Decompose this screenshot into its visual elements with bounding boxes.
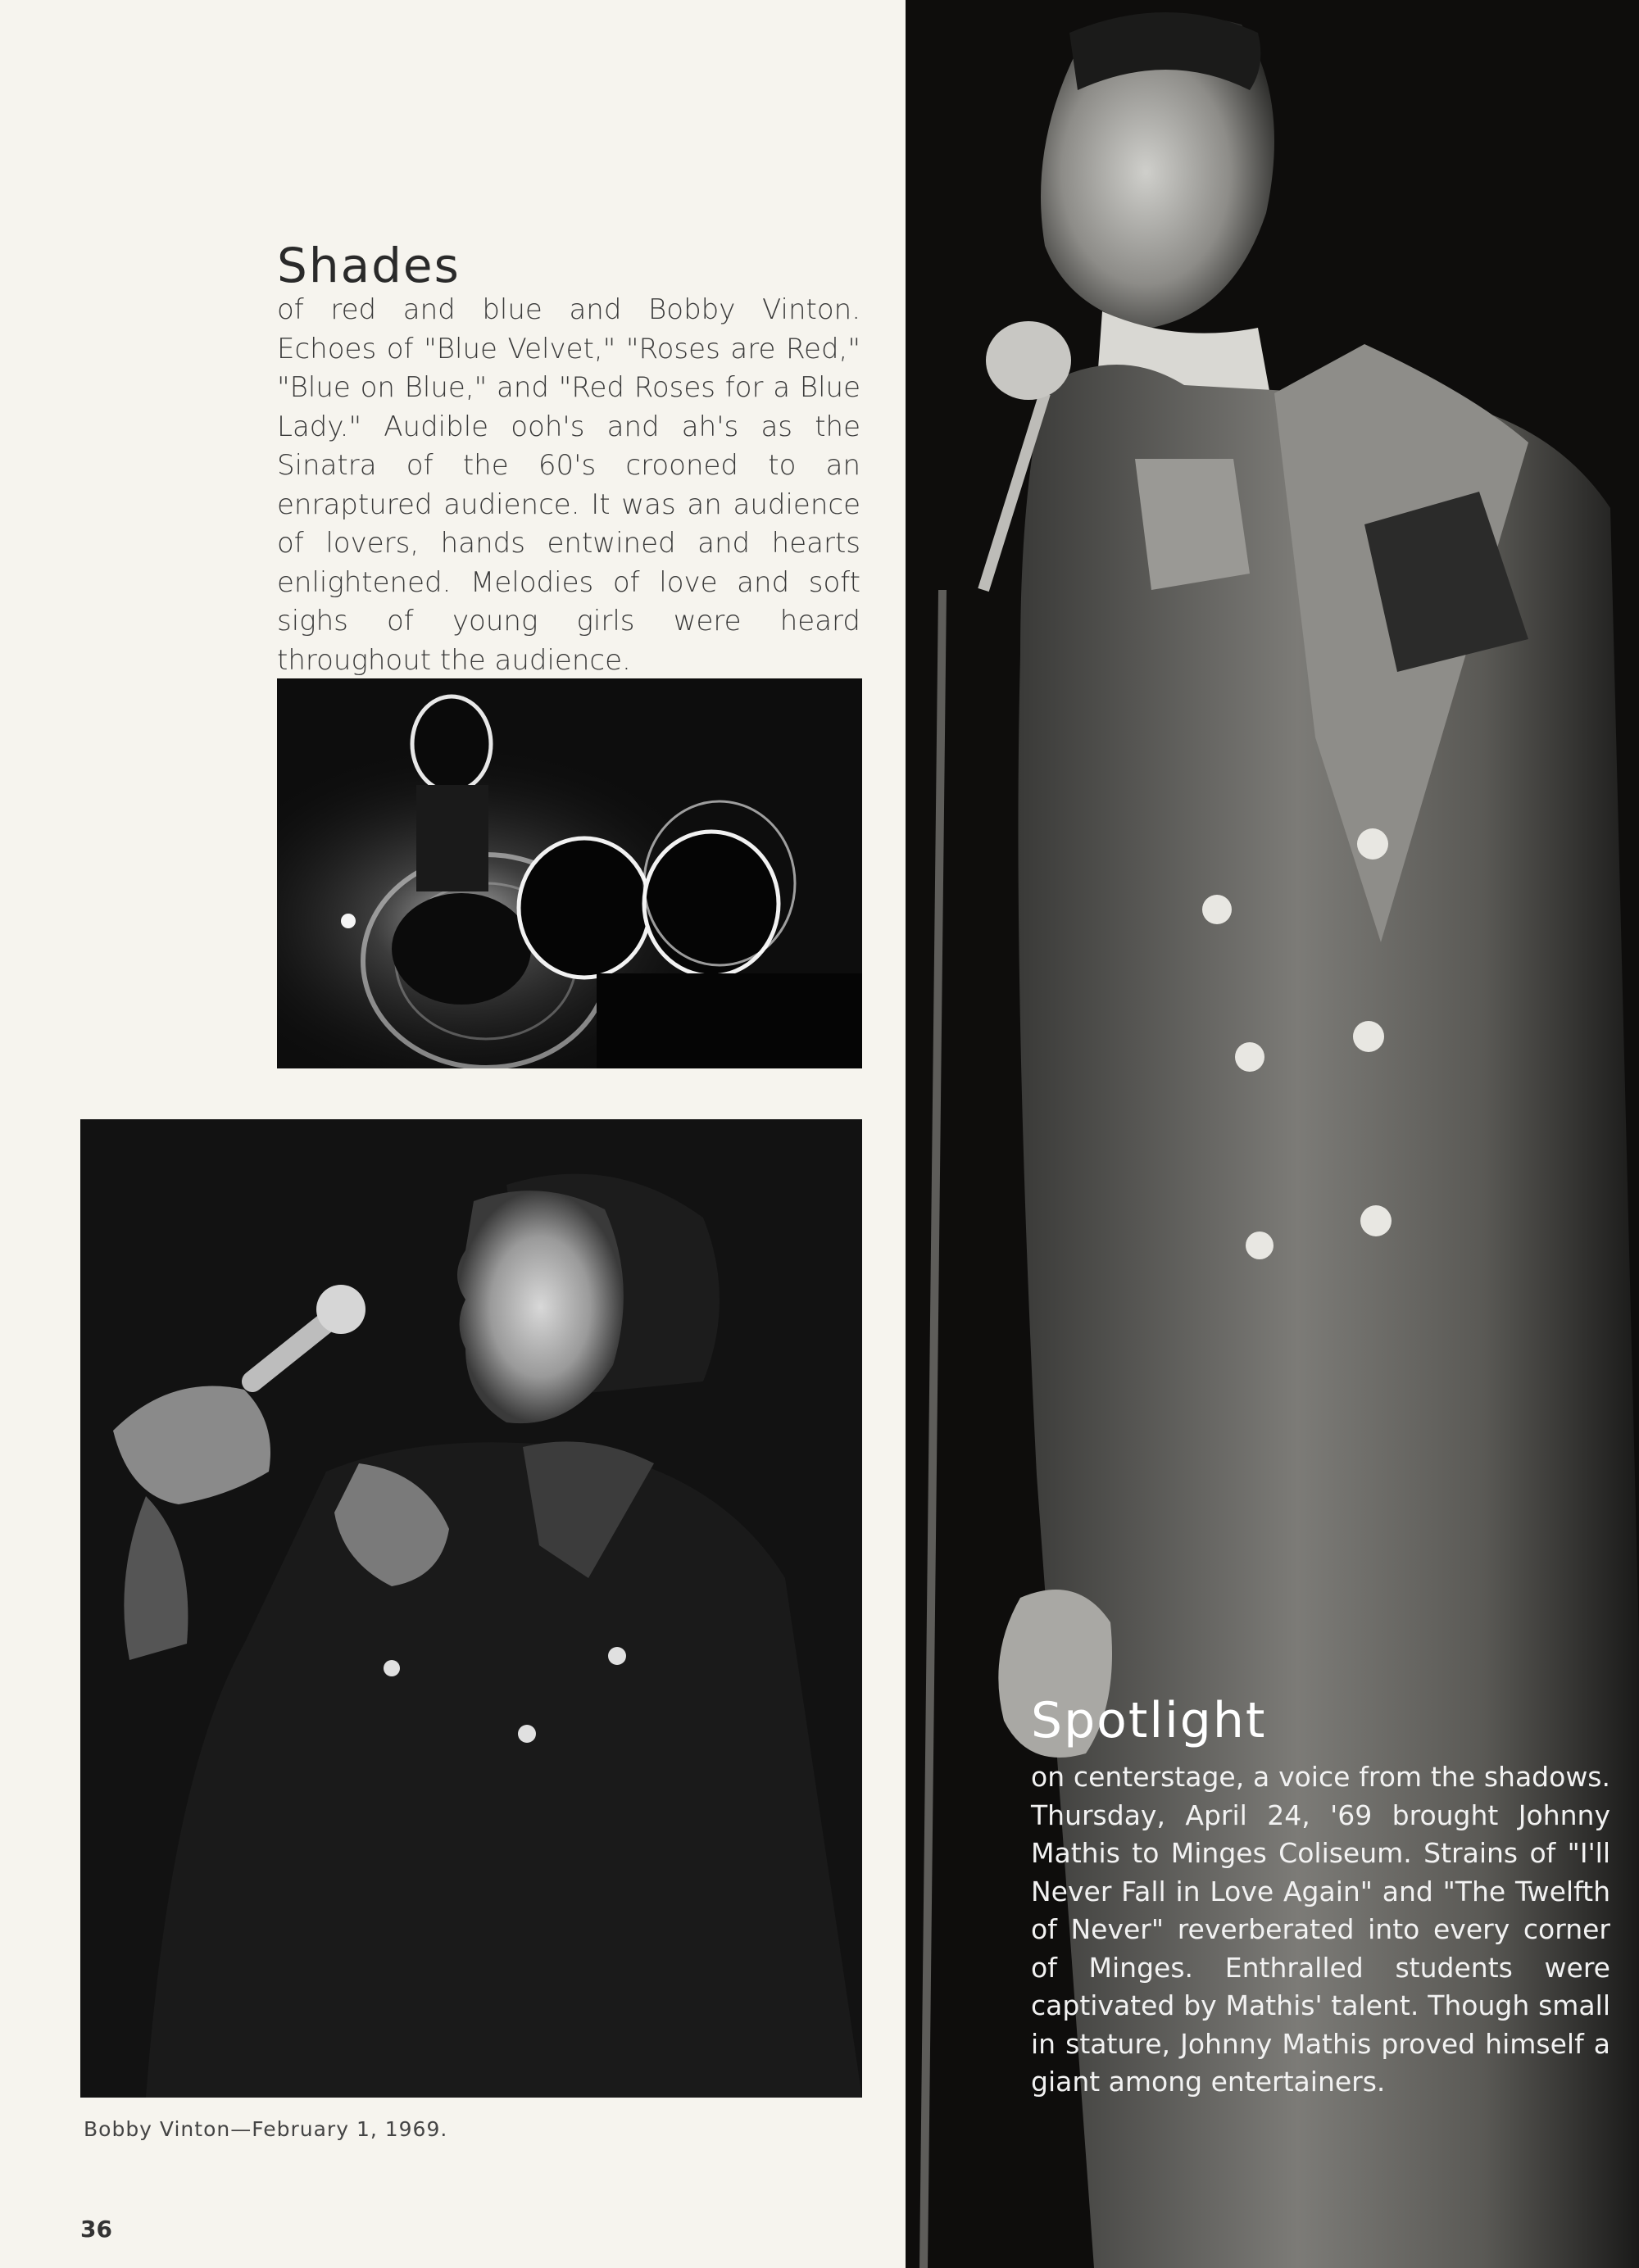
spotlight-heading: Spotlight <box>1031 1692 1267 1749</box>
bobby-vinton-photo <box>80 1119 862 2098</box>
audience-silhouette-photo <box>277 678 862 1068</box>
shades-article-text: of red and blue and Bobby Vinton. Echoes of "Blue Velvet," "Roses are Red," "Blue on Blue," and "Red Roses for a Blue Lady." Audible ooh's and ah's as the Sinatra of the 60's crooned to an enraptured audience. It was an audience of lovers, hands entwined and hearts enlightened. Melodies of love and soft sighs of young girls were heard throughout the audience. <box>277 293 860 677</box>
page-number: 36 <box>80 2216 112 2243</box>
shades-heading: Shades <box>277 238 461 293</box>
photo-caption: Bobby Vinton—February 1, 1969. <box>84 2117 448 2141</box>
spotlight-article-text: on centerstage, a voice from the shadows. Thursday, April 24, '69 brought Johnny Mathis to Minges Coliseum. Strains of "I'll Never Fall in Love Again" and "The Twelfth of Never" reverberated into every corner of Minges. Enthralled students were captivated by Mathis' talent. Though small in stature, Johnny Mathis proved himself a giant among entertainers. <box>1031 1761 1610 2098</box>
